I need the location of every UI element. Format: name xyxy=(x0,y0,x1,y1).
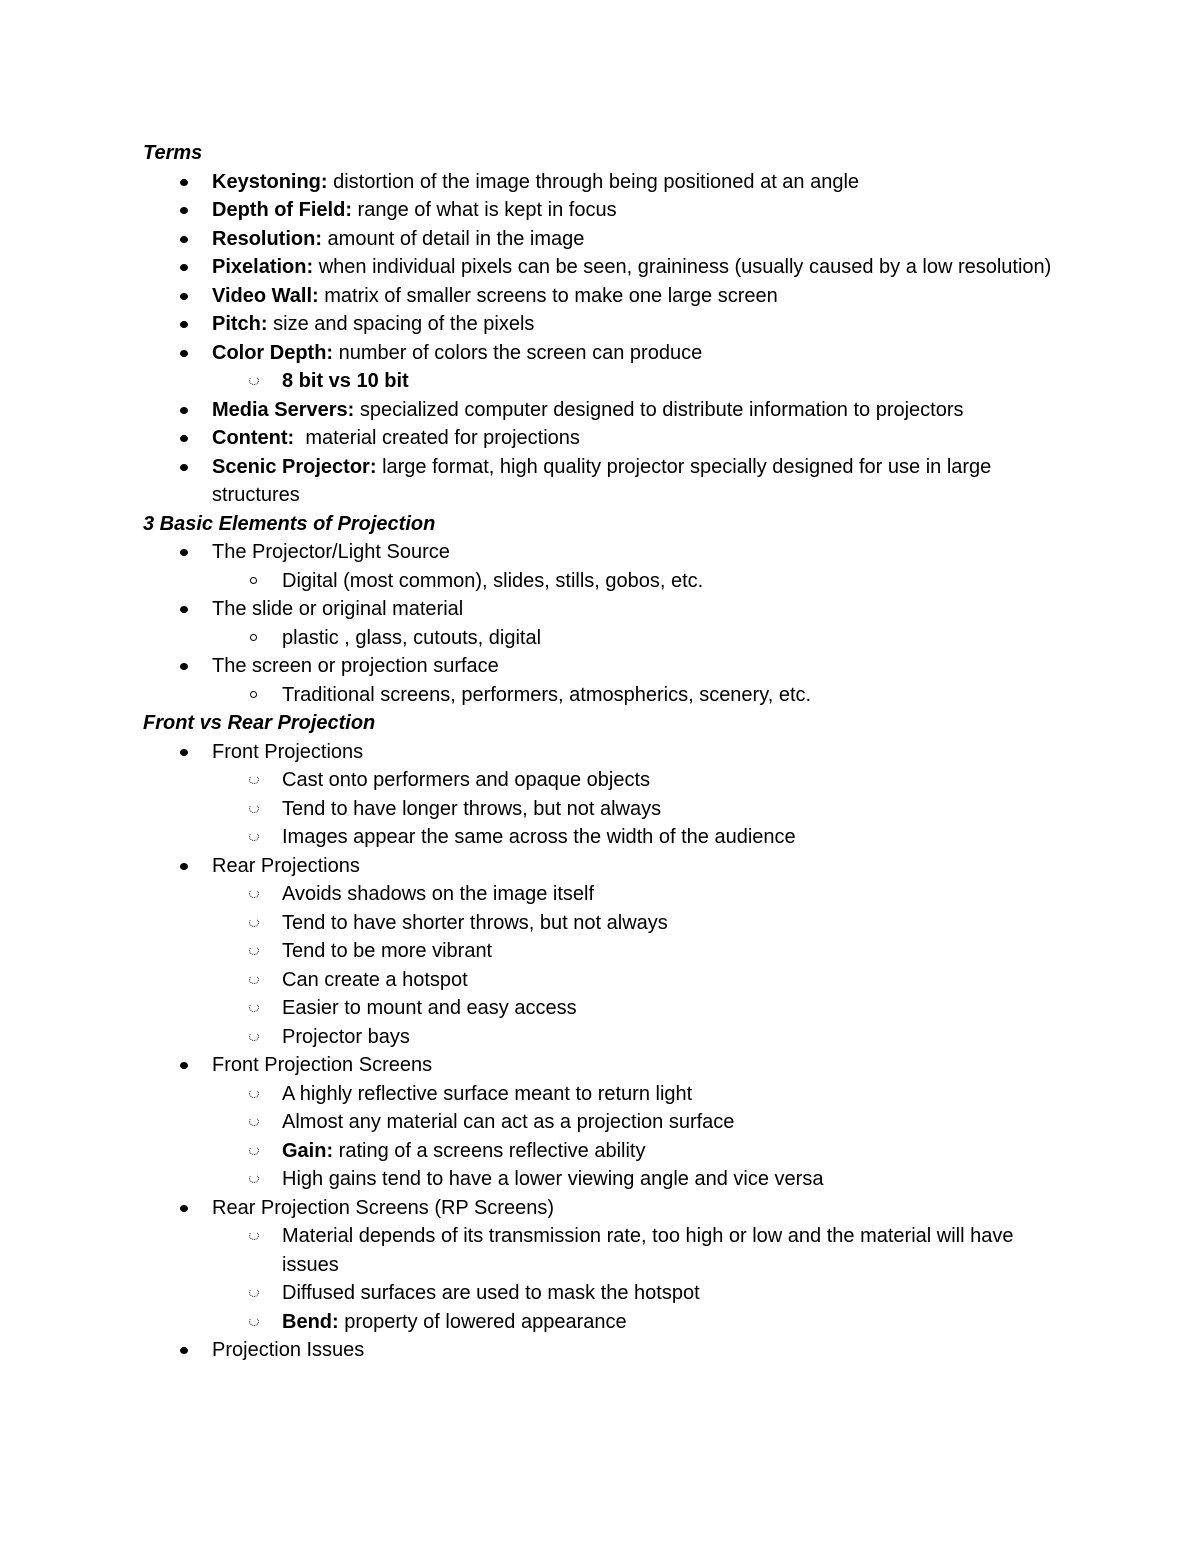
section-heading: Terms xyxy=(143,142,203,164)
bullet-icon xyxy=(180,663,188,670)
term-label: Resolution: xyxy=(212,227,322,250)
bullet-list xyxy=(143,538,1073,709)
term-label: Bend: xyxy=(282,1310,339,1333)
item-text: Projection Issues xyxy=(212,1339,365,1361)
bullet-icon xyxy=(180,236,188,243)
term-label: Gain: xyxy=(282,1139,334,1162)
item-text: Front Projections xyxy=(212,740,364,763)
item-text: The Projector/Light Source xyxy=(212,541,450,563)
sub-list-item xyxy=(143,1137,1073,1166)
sub-list-item xyxy=(143,567,1073,596)
item-text: A highly reflective surface meant to return light xyxy=(282,1082,693,1105)
list-item xyxy=(143,424,1073,453)
bullet-icon xyxy=(180,863,188,870)
dotted-circle-bullet-icon xyxy=(249,1317,259,1326)
bullet-icon xyxy=(180,606,188,613)
dotted-circle-bullet-icon xyxy=(249,1003,259,1012)
bullet-icon xyxy=(180,1205,188,1212)
sub-list-item xyxy=(143,367,1073,396)
dotted-circle-bullet-icon xyxy=(249,1032,259,1041)
item-text: distortion of the image through being positioned at an angle xyxy=(327,170,860,193)
item-text: when individual pixels can be seen, graininess (usually caused by a low resolution) xyxy=(313,256,1052,278)
item-text: large format, high quality projector specially designed for use in large structures xyxy=(212,455,992,506)
item-text: The screen or projection surface xyxy=(212,655,499,677)
item-text: Projector bays xyxy=(282,1025,410,1048)
item-text: Can create a hotspot xyxy=(282,968,468,991)
term-label: Pixelation: xyxy=(212,256,314,278)
dotted-circle-bullet-icon xyxy=(249,1288,259,1297)
term-label: Video Wall: xyxy=(212,284,319,307)
sub-list-item xyxy=(143,681,1073,710)
sub-list-item xyxy=(143,994,1073,1023)
item-text: High gains tend to have a lower viewing angle and vice versa xyxy=(282,1168,824,1190)
item-text: specialized computer designed to distribute information to projectors xyxy=(354,398,964,421)
item-text: Tend to be more vibrant xyxy=(282,940,493,962)
circle-bullet-icon xyxy=(250,691,257,698)
list-item xyxy=(143,538,1073,567)
dotted-circle-bullet-icon xyxy=(249,1117,259,1126)
item-text: matrix of smaller screens to make one large screen xyxy=(318,284,778,307)
item-text: Material depends of its transmission rate, too high or low and the material will have issues xyxy=(282,1225,1014,1276)
list-item xyxy=(143,396,1073,425)
sub-list-item xyxy=(143,966,1073,995)
dotted-circle-bullet-icon xyxy=(249,775,259,784)
list-item xyxy=(143,1336,1073,1365)
dotted-circle-bullet-icon xyxy=(249,1174,259,1183)
item-text: Almost any material can act as a projection surface xyxy=(282,1111,735,1133)
sub-list-item xyxy=(143,1308,1073,1337)
item-text: Rear Projections xyxy=(212,854,360,877)
dotted-circle-bullet-icon xyxy=(249,1089,259,1098)
term-label: Depth of Field: xyxy=(212,199,352,221)
item-text: Traditional screens, performers, atmospherics, scenery, etc. xyxy=(282,683,812,706)
bullet-list xyxy=(143,738,1073,1365)
sub-list-item xyxy=(143,766,1073,795)
item-text: range of what is kept in focus xyxy=(351,199,617,221)
dotted-circle-bullet-icon xyxy=(249,832,259,841)
sub-list-item xyxy=(143,823,1073,852)
item-text: amount of detail in the image xyxy=(322,227,585,250)
dotted-circle-bullet-icon xyxy=(249,918,259,927)
bullet-icon xyxy=(180,549,188,556)
term-label: 8 bit vs 10 bit xyxy=(282,370,409,392)
item-text: property of lowered appearance xyxy=(338,1310,627,1333)
term-label: Keystoning: xyxy=(212,170,328,193)
item-text: Front Projection Screens xyxy=(212,1054,433,1076)
item-text: Avoids shadows on the image itself xyxy=(282,883,595,905)
bullet-icon xyxy=(180,179,188,186)
sub-list-item xyxy=(143,1279,1073,1308)
sub-list-item xyxy=(143,1222,1073,1279)
item-text: The slide or original material xyxy=(212,598,464,620)
bullet-icon xyxy=(180,207,188,214)
item-text: Tend to have shorter throws, but not always xyxy=(282,911,668,934)
term-label: Color Depth: xyxy=(212,341,334,364)
term-label: Pitch: xyxy=(212,313,268,335)
dotted-circle-bullet-icon xyxy=(249,804,259,813)
dotted-circle-bullet-icon xyxy=(249,1146,259,1155)
item-text: rating of a screens reflective ability xyxy=(333,1139,646,1162)
list-item xyxy=(143,282,1073,311)
dotted-circle-bullet-icon xyxy=(249,946,259,955)
bullet-icon xyxy=(180,435,188,442)
item-text: material created for projections xyxy=(294,427,580,449)
list-item xyxy=(143,1194,1073,1223)
sub-list-item xyxy=(143,909,1073,938)
list-item xyxy=(143,168,1073,197)
item-text: Easier to mount and easy access xyxy=(282,997,577,1019)
sub-list-item xyxy=(143,795,1073,824)
circle-bullet-icon xyxy=(250,634,257,641)
list-item xyxy=(143,453,1073,510)
list-item xyxy=(143,339,1073,368)
list-item xyxy=(143,595,1073,624)
dotted-circle-bullet-icon xyxy=(249,1231,259,1240)
list-item xyxy=(143,225,1073,254)
item-text: plastic , glass, cutouts, digital xyxy=(282,626,542,649)
item-text: Rear Projection Screens (RP Screens) xyxy=(212,1196,554,1219)
term-label: Media Servers: xyxy=(212,398,355,421)
sub-list-item xyxy=(143,1165,1073,1194)
sub-list-item xyxy=(143,1023,1073,1052)
list-item xyxy=(143,196,1073,225)
item-text: number of colors the screen can produce xyxy=(333,341,703,364)
sub-list-item xyxy=(143,1080,1073,1109)
list-item xyxy=(143,852,1073,881)
bullet-icon xyxy=(180,1347,188,1354)
bullet-icon xyxy=(180,1062,188,1069)
sub-list-item xyxy=(143,880,1073,909)
item-text: Cast onto performers and opaque objects xyxy=(282,769,650,791)
list-item xyxy=(143,1051,1073,1080)
term-label: Content: xyxy=(212,427,295,449)
item-text: Diffused surfaces are used to mask the hotspot xyxy=(282,1282,700,1304)
item-text: Images appear the same across the width of the audience xyxy=(282,826,796,848)
bullet-icon xyxy=(180,407,188,414)
bullet-icon xyxy=(180,293,188,300)
bullet-list xyxy=(143,168,1073,510)
list-item xyxy=(143,738,1073,767)
bullet-icon xyxy=(180,350,188,357)
list-item xyxy=(143,310,1073,339)
dotted-circle-bullet-icon xyxy=(249,889,259,898)
bullet-icon xyxy=(180,264,188,271)
bullet-icon xyxy=(180,749,188,756)
notes-content xyxy=(143,139,1073,1365)
circle-bullet-icon xyxy=(250,577,257,584)
sub-list-item xyxy=(143,1108,1073,1137)
list-item xyxy=(143,652,1073,681)
bullet-icon xyxy=(180,321,188,328)
bullet-icon xyxy=(180,464,188,471)
section-heading: Front vs Rear Projection xyxy=(143,712,376,734)
item-text: size and spacing of the pixels xyxy=(267,313,535,335)
dotted-circle-bullet-icon xyxy=(249,975,259,984)
dotted-circle-bullet-icon xyxy=(249,376,259,385)
list-item xyxy=(143,253,1073,282)
item-text: Digital (most common), slides, stills, gobos, etc. xyxy=(282,569,704,592)
sub-list-item xyxy=(143,624,1073,653)
section-heading: 3 Basic Elements of Projection xyxy=(143,512,436,535)
item-text: Tend to have longer throws, but not always xyxy=(282,797,662,820)
term-label: Scenic Projector: xyxy=(212,455,377,478)
sub-list-item xyxy=(143,937,1073,966)
